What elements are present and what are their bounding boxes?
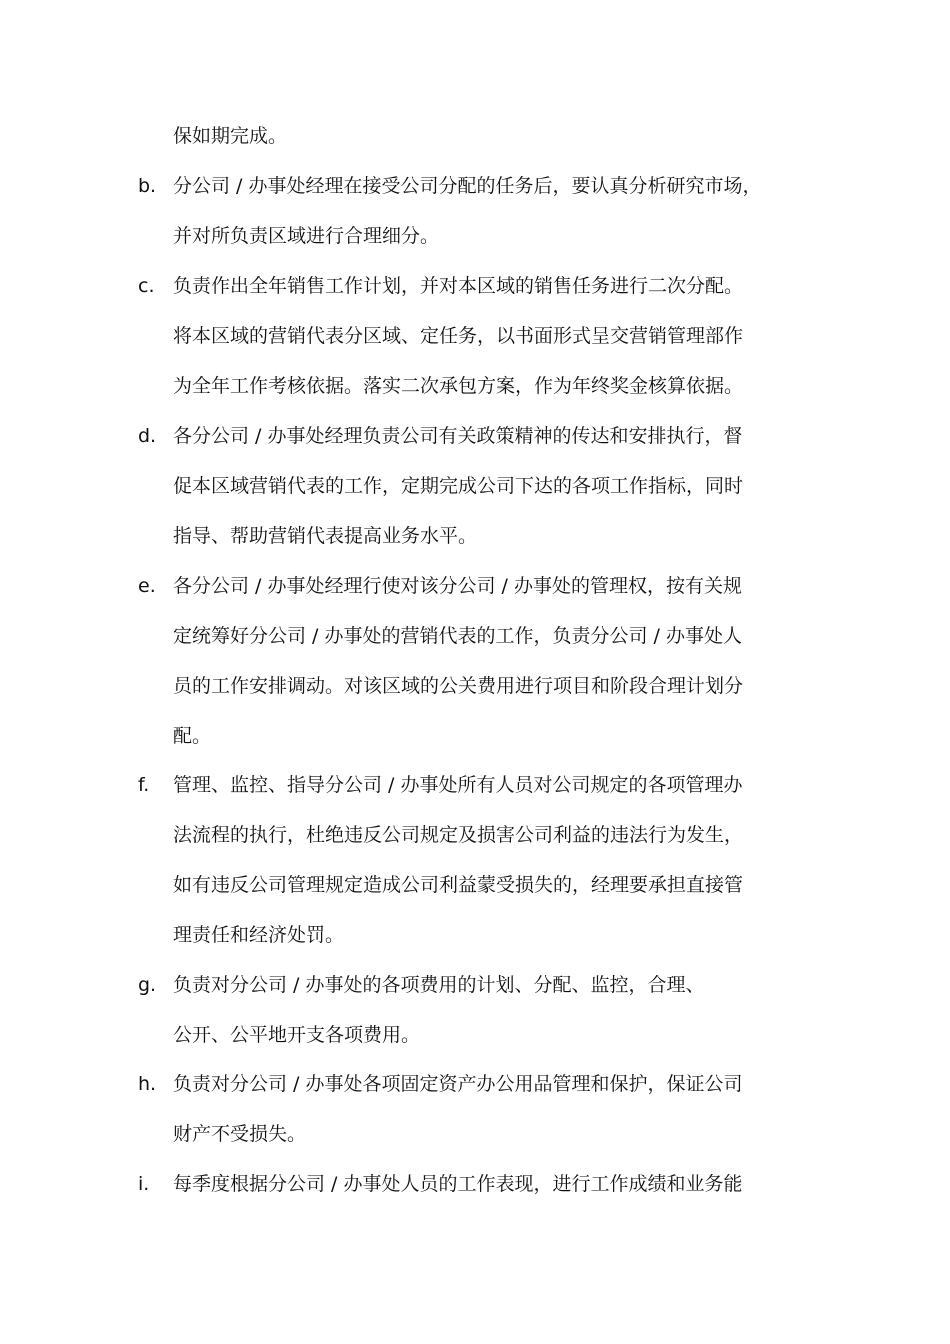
list-item-f-line: 如有违反公司管理规定造成公司利益蒙受损失的，经理要承担直接管 [173,874,744,896]
list-item-marker-d: d. [138,425,157,447]
list-item-c-line: 为全年工作考核依据。落实二次承包方案，作为年终奖金核算依据。 [173,375,744,397]
list-item-e-line: 配。 [173,725,212,747]
list-item-marker-f: f. [138,774,150,796]
list-item-b-line: 并对所负责区域进行合理细分。 [173,225,440,247]
list-item-g-line: 公开、公平地开支各项费用。 [173,1024,421,1046]
list-item-g-line: 负责对分公司 / 办事处的各项费用的计划、分配、监控，合理、 [173,974,705,996]
list-item-e-line: 定统筹好分公司 / 办事处的营销代表的工作，负责分公司 / 办事处人 [173,625,742,647]
list-item-marker-g: g. [138,974,157,996]
list-item-marker-h: h. [138,1073,157,1095]
list-item-c-line: 将本区域的营销代表分区域、定任务，以书面形式呈交营销管理部作 [173,325,744,347]
list-item-marker-c: c. [138,275,155,297]
list-item-b-line: 分公司 / 办事处经理在接受公司分配的任务后，要认真分析研究市场， [173,175,762,197]
list-item-h-line: 财产不受损失。 [173,1123,307,1145]
list-item-e-line: 员的工作安排调动。对该区域的公关费用进行项目和阶段合理计划分 [173,675,744,697]
list-item-d-line: 各分公司 / 办事处经理负责公司有关政策精神的传达和安排执行，督 [173,425,743,447]
list-item-e-line: 各分公司 / 办事处经理行使对该分公司 / 办事处的管理权，按有关规 [173,575,742,597]
list-item-d-line: 指导、帮助营销代表提高业务水平。 [173,525,478,547]
list-item-d-line: 促本区域营销代表的工作，定期完成公司下达的各项工作指标，同时 [173,475,744,497]
list-item-continuation-line: 保如期完成。 [173,125,288,147]
list-item-h-line: 负责对分公司 / 办事处各项固定资产办公用品管理和保护，保证公司 [173,1073,743,1095]
list-item-f-line: 理责任和经济处罚。 [173,924,345,946]
list-item-c-line: 负责作出全年销售工作计划，并对本区域的销售任务进行二次分配。 [173,275,744,297]
list-item-marker-e: e. [138,575,156,597]
list-item-marker-i: i. [138,1173,150,1195]
list-item-f-line: 法流程的执行，杜绝违反公司规定及损害公司利益的违法行为发生， [173,824,744,846]
list-item-f-line: 管理、监控、指导分公司 / 办事处所有人员对公司规定的各项管理办 [173,774,743,796]
list-item-i-line: 每季度根据分公司 / 办事处人员的工作表现，进行工作成绩和业务能 [173,1173,743,1195]
list-item-marker-b: b. [138,175,157,197]
